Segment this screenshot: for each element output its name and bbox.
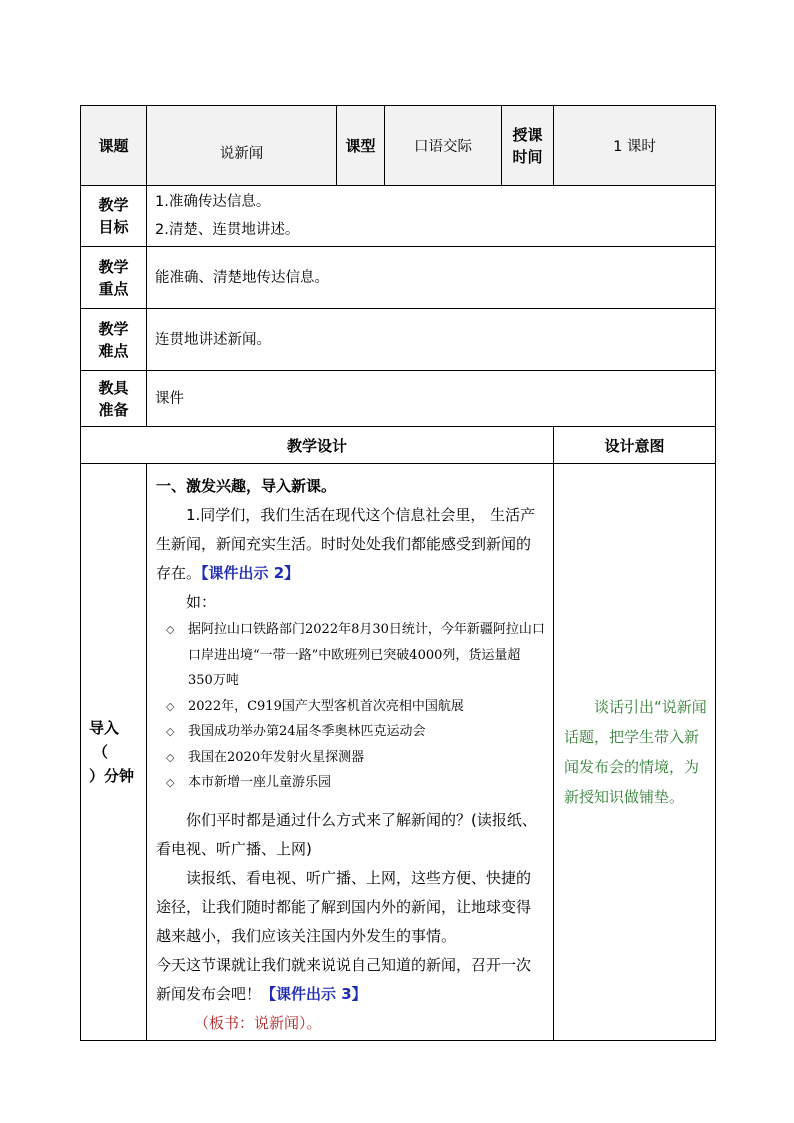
phase-label-bot: ）分钟 [89, 767, 135, 785]
design-content-row [81, 464, 716, 1041]
goal-2: 2.清楚、连贯地讲述。 [155, 222, 300, 238]
difficulty-label: 教学难点 [81, 309, 147, 371]
design-content [147, 464, 554, 1041]
key-row [81, 247, 716, 309]
question-paragraph: 你们平时都是通过什么方式来了解新闻的？(读报纸、看电视、听广播、上网) [156, 810, 537, 858]
channels-paragraph: 读报纸、看电视、听广播、上网，这些方便、快捷的途径，让我们随时都能了解到国内外的新闻，让地球变得越来越小，我们应该关注国内外发生的事情。 [156, 868, 532, 945]
news-item [166, 719, 545, 745]
news-text: 2022年，C919国产大型客机首次亮相中国航展 [188, 698, 464, 714]
diamond-bullet-icon: ◇ [166, 776, 175, 789]
intent-header: 设计意图 [554, 427, 716, 464]
news-item [166, 694, 545, 720]
tools-label: 教具准备 [81, 371, 147, 427]
board-note: （板书：说新闻）。 [194, 1013, 322, 1032]
difficulty-row [81, 309, 716, 371]
intro-paragraph [156, 501, 545, 588]
difficulty-value: 连贯地讲述新闻。 [147, 309, 716, 371]
today-paragraph [156, 951, 545, 1009]
time-label: 授课时间 [502, 106, 554, 186]
design-header: 教学设计 [81, 427, 554, 464]
phase-label [81, 464, 147, 1041]
intent-cell: 谈话引出“说新闻话题，把学生带入新闻发布会的情境，为新授知识做铺垫。 [554, 464, 716, 1041]
news-text: 据阿拉山口铁路部门2022年8月30日统计，今年新疆阿拉山口口岸进出境“一带一路”中欧班列已突破4000列，货运量超350万吨 [188, 622, 545, 688]
phase-label-mid: （ [93, 743, 109, 761]
lesson-plan-page [80, 105, 715, 1041]
example-label: 如： [186, 593, 217, 611]
news-text: 本市新增一座儿童游乐园 [188, 775, 332, 790]
section-title: 一、激发兴趣，导入新课。 [156, 477, 337, 495]
tools-value: 课件 [147, 371, 716, 427]
diamond-bullet-icon: ◇ [166, 750, 175, 764]
type-label: 课型 [337, 106, 385, 186]
diamond-bullet-icon: ◇ [166, 725, 175, 738]
courseware-tag-3: 【课件出示 3】 [261, 984, 367, 1003]
design-header-row [81, 427, 716, 464]
news-item [166, 617, 545, 694]
courseware-tag-2: 【课件出示 2】 [201, 564, 300, 582]
diamond-bullet-icon: ◇ [166, 699, 175, 713]
course-label: 课题 [81, 106, 147, 186]
header-row [81, 106, 716, 186]
course-value: 说新闻 [147, 106, 337, 186]
news-item [166, 770, 545, 796]
diamond-bullet-icon: ◇ [166, 623, 175, 636]
intro-text: 1.同学们，我们生活在现代这个信息社会里， 生活产生新闻，新闻充实生活。时时处处我们都能感受到新闻的存在。 [156, 506, 536, 582]
news-text: 我国在2020年发射火星探测器 [188, 749, 365, 765]
news-text: 我国成功举办第24届冬季奥林匹克运动会 [188, 724, 426, 739]
time-value: 1 课时 [554, 106, 716, 186]
key-label: 教学重点 [81, 247, 147, 309]
tools-row [81, 371, 716, 427]
goal-1: 1.准确传达信息。 [155, 194, 271, 210]
news-list [156, 617, 545, 796]
phase-label-top: 导入 [89, 719, 120, 737]
goals-label: 教学目标 [81, 186, 147, 247]
news-item [166, 745, 545, 771]
type-value: 口语交际 [385, 106, 502, 186]
goals-row [81, 186, 716, 247]
key-value: 能准确、清楚地传达信息。 [147, 247, 716, 309]
today-text: 今天这节课就让我们就来说说自己知道的新闻，召开一次新闻发布会吧！ [156, 955, 532, 1003]
goals-cell [147, 186, 716, 247]
lesson-plan-table [80, 105, 716, 1041]
